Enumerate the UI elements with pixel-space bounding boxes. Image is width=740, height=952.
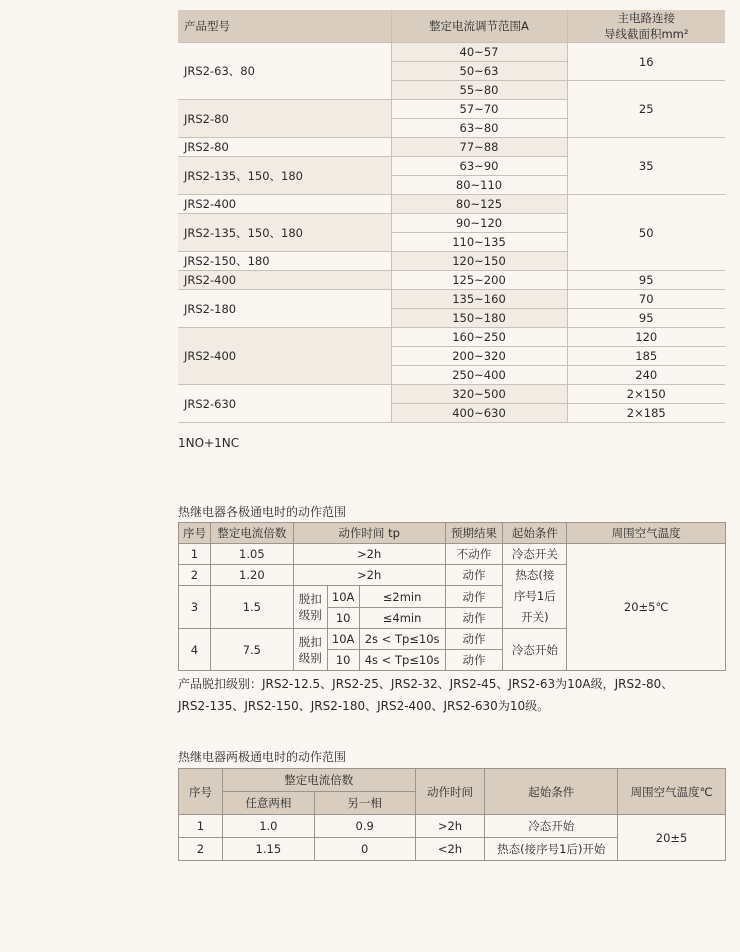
range-cell: 80~125 — [391, 195, 567, 214]
trip-class: 10 — [327, 650, 359, 671]
table-header-row — [179, 523, 726, 544]
row-other: 0 — [314, 838, 415, 861]
row-result: 动作 — [445, 629, 503, 650]
wire-cell: 70 — [567, 290, 725, 309]
wire-cell: 2×150 — [567, 385, 725, 404]
row-multiplier: 7.5 — [210, 629, 293, 671]
model-cell: JRS2-135、150、180 — [178, 214, 391, 252]
wire-cell: 25 — [567, 81, 725, 138]
row-condition: 冷态开关 — [503, 544, 567, 565]
row-result: 动作 — [445, 586, 503, 608]
header-no: 序号 — [179, 769, 223, 815]
range-cell: 77~88 — [391, 138, 567, 157]
wire-cell: 2×185 — [567, 404, 725, 423]
wire-cell: 16 — [567, 43, 725, 81]
row-no: 1 — [179, 815, 223, 838]
range-cell: 90~120 — [391, 214, 567, 233]
header-result: 预期结果 — [445, 523, 503, 544]
wire-cell: 95 — [567, 271, 725, 290]
trip-class: 10A — [327, 629, 359, 650]
header-temperature: 周围空气温度 — [567, 523, 726, 544]
model-cell: JRS2-150、180 — [178, 252, 391, 271]
range-cell: 160~250 — [391, 328, 567, 347]
temperature-cell: 20±5℃ — [567, 544, 726, 671]
header-action-time: 动作时间 tp — [293, 523, 445, 544]
row-result: 动作 — [445, 608, 503, 629]
header-condition: 起始条件 — [503, 523, 567, 544]
row-any: 1.0 — [222, 815, 314, 838]
header-other-phase: 另一相 — [314, 792, 415, 815]
header-multiplier: 整定电流倍数 — [210, 523, 293, 544]
wire-cell: 120 — [567, 328, 725, 347]
range-cell: 250~400 — [391, 366, 567, 385]
model-cell: JRS2-400 — [178, 195, 391, 214]
trip-time: 2s < Tp≤10s — [359, 629, 445, 650]
header-temperature: 周围空气温度℃ — [618, 769, 726, 815]
row-condition: 冷态开始 — [503, 629, 567, 671]
header-any-two-phases: 任意两相 — [222, 792, 314, 815]
trip-class: 10 — [327, 608, 359, 629]
wire-cell: 240 — [567, 366, 725, 385]
row-condition: 热态(接序号1后)开始 — [485, 838, 618, 861]
header-no: 序号 — [179, 523, 211, 544]
model-cell: JRS2-63、80 — [178, 43, 391, 100]
row-result: 动作 — [445, 565, 503, 586]
header-current-range: 整定电流调节范围A — [391, 10, 567, 43]
header-wire: 主电路连接 导线截面积mm² — [567, 10, 725, 43]
model-cell: JRS2-135、150、180 — [178, 157, 391, 195]
row-result: 不动作 — [445, 544, 503, 565]
table2-caption: 热继电器各极通电时的动作范围 — [178, 505, 347, 519]
temperature-cell: 20±5 — [618, 815, 726, 861]
header-multiplier: 整定电流倍数 — [222, 769, 415, 792]
range-cell: 55~80 — [391, 81, 567, 100]
row-time: >2h — [415, 815, 485, 838]
range-cell: 200~320 — [391, 347, 567, 366]
range-cell: 120~150 — [391, 252, 567, 271]
trip-class: 10A — [327, 586, 359, 608]
row-no: 2 — [179, 565, 211, 586]
range-cell: 40~57 — [391, 43, 567, 62]
range-cell: 63~80 — [391, 119, 567, 138]
range-cell: 57~70 — [391, 100, 567, 119]
model-cell: JRS2-400 — [178, 271, 391, 290]
range-cell: 110~135 — [391, 233, 567, 252]
trip-class-note: 产品脱扣级别：JRS2-12.5、JRS2-25、JRS2-32、JRS2-45、JRS2-63为10A级，JRS2-80、 JRS2-135、JRS2-150、JRS2-180、JRS2-400、JRS2-630为10级。 — [178, 677, 674, 713]
trip-time: ≤4min — [359, 608, 445, 629]
spec-table — [178, 10, 725, 423]
header-action-time: 动作时间 — [415, 769, 485, 815]
range-cell: 80~110 — [391, 176, 567, 195]
range-cell: 135~160 — [391, 290, 567, 309]
trip-level-label: 脱扣 级别 — [293, 586, 327, 629]
row-time: <2h — [415, 838, 485, 861]
wire-cell: 50 — [567, 195, 725, 271]
contact-note: 1NO+1NC — [178, 436, 240, 450]
row-other: 0.9 — [314, 815, 415, 838]
range-cell: 50~63 — [391, 62, 567, 81]
table-header-row — [179, 769, 726, 792]
wire-cell: 35 — [567, 138, 725, 195]
model-cell: JRS2-80 — [178, 138, 391, 157]
two-pole-table — [178, 768, 726, 861]
row-no: 4 — [179, 629, 211, 671]
wire-cell: 185 — [567, 347, 725, 366]
range-cell: 125~200 — [391, 271, 567, 290]
table-header-row — [178, 10, 725, 43]
row-no: 2 — [179, 838, 223, 861]
wire-cell: 95 — [567, 309, 725, 328]
header-model: 产品型号 — [178, 10, 391, 43]
model-cell: JRS2-630 — [178, 385, 391, 423]
row-multiplier: 1.20 — [210, 565, 293, 586]
row-multiplier: 1.05 — [210, 544, 293, 565]
row-condition: 冷态开始 — [485, 815, 618, 838]
range-cell: 63~90 — [391, 157, 567, 176]
table3-caption: 热继电器两极通电时的动作范围 — [178, 750, 347, 764]
row-result: 动作 — [445, 650, 503, 671]
row-any: 1.15 — [222, 838, 314, 861]
range-cell: 400~630 — [391, 404, 567, 423]
model-cell: JRS2-400 — [178, 328, 391, 385]
trip-time: 4s < Tp≤10s — [359, 650, 445, 671]
row-no: 1 — [179, 544, 211, 565]
range-cell: 150~180 — [391, 309, 567, 328]
header-condition: 起始条件 — [485, 769, 618, 815]
row-time: >2h — [293, 544, 445, 565]
row-no: 3 — [179, 586, 211, 629]
row-multiplier: 1.5 — [210, 586, 293, 629]
model-cell: JRS2-180 — [178, 290, 391, 328]
trip-time: ≤2min — [359, 586, 445, 608]
row-condition: 热态(接 序号1后 开关) — [503, 565, 567, 629]
row-time: >2h — [293, 565, 445, 586]
model-cell: JRS2-80 — [178, 100, 391, 138]
range-cell: 320~500 — [391, 385, 567, 404]
trip-level-label: 脱扣 级别 — [293, 629, 327, 671]
multi-pole-table — [178, 522, 726, 671]
